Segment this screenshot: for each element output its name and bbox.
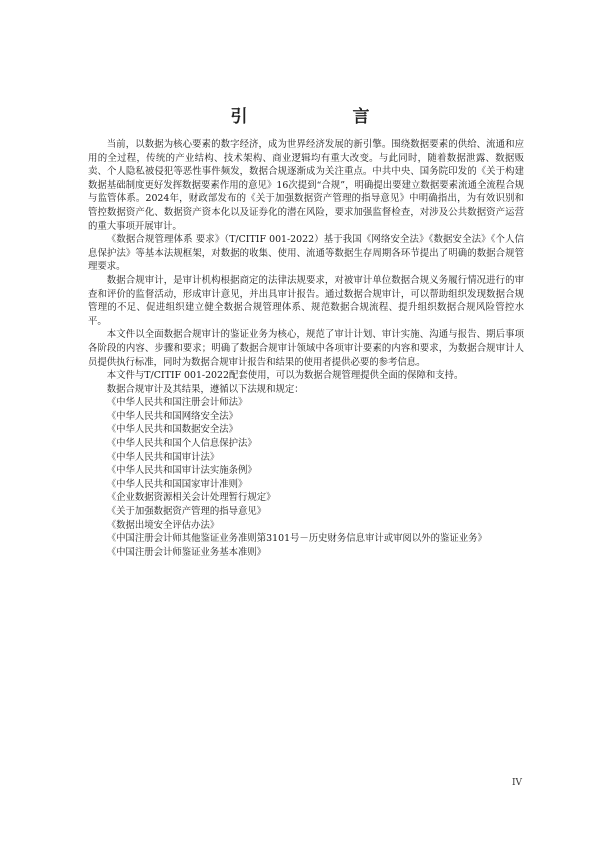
paragraph-usage: 本文件与T/CITIF 001-2022配套使用，可以为数据合规管理提供全面的保障和支持。 (106, 370, 464, 382)
reference-item: 《中华人民共和国注册会计师法》 (106, 397, 248, 409)
reference-item: 《中华人民共和国国家审计准则》 (106, 478, 248, 490)
reference-item: 《企业数据资源相关会计处理暂行规定》 (106, 492, 276, 504)
paragraph-definition: 数据合规审计，是审计机构根据商定的法律法规要求，对被审计单位数据合规义务履行情况进行的审查和评价的监督活动，形成审计意见，并出具审计报告。通过数据合规审计，可以帮助组织发现数据合规管理的不足、促进组织建立健全数据合规管理体系、规范数据合规流程、提升组织数据合规风险管控水平。 (88, 274, 524, 327)
paragraph-references-intro: 数据合规审计及其结果，遵循以下法规和规定： (106, 383, 304, 395)
reference-item: 《数据出境安全评估办法》 (106, 519, 220, 531)
page-number: IV (511, 778, 522, 788)
reference-item: 《关于加强数据资产管理的指导意见》 (106, 506, 267, 518)
paragraph-standard: 《数据合规管理体系 要求》（T/CITIF 001-2022）基于我国《网络安全法》《数据安全法》《个人信息保护法》等基本法规框架，对数据的收集、使用、流通等数据生存周期各环节提出了明确的数据合规管理要求。 (88, 234, 524, 273)
reference-item: 《中华人民共和国网络安全法》 (106, 410, 239, 422)
paragraph-intro: 当前，以数据为核心要素的数字经济，成为世界经济发展的新引擎。围绕数据要素的供给、流通和应用的全过程，传统的产业结构、技术架构、商业逻辑均有重大改变。与此同时，随着数据泄露、数据贩卖、个人隐私被侵犯等恶性事件频发，数据合规逐渐成为关注重点。中共中央、国务院印发的《关于构建数据基础制度更好发挥数据要素作用的意见》16次提到“合规”，明确提出要建立数据要素流通全流程合规与监管体系。2024年，财政部发布的《关于加强数据资产管理的指导意见》中明确指出，为有效识别和管控数据资产化、数据资产资本化以及证券化的潜在风险，要求加强监督检查，对涉及公共数据资产运营的重大事项开展审计。 (88, 139, 524, 232)
document-body (88, 138, 524, 559)
reference-list (88, 396, 524, 559)
reference-item: 《中国注册会计师鉴证业务基本准则》 (106, 546, 267, 558)
page-title: 引 言 (230, 107, 414, 127)
paragraph-scope: 本文件以全面数据合规审计的鉴证业务为核心，规范了审计计划、审计实施、沟通与报告、期后事项各阶段的内容、步骤和要求；明确了数据合规审计领域中各项审计要素的内容和要求，为数据合规审计人员提供执行标准，同时为数据合规审计报告和结果的使用者提供必要的参考信息。 (88, 329, 524, 368)
reference-item: 《中华人民共和国数据安全法》 (106, 424, 239, 436)
reference-item: 《中国注册会计师其他鉴证业务准则第3101号－历史财务信息审计或审阅以外的鉴证业务》 (106, 533, 487, 545)
reference-item: 《中华人民共和国个人信息保护法》 (106, 438, 257, 450)
reference-item: 《中华人民共和国审计法实施条例》 (106, 465, 257, 477)
reference-item: 《中华人民共和国审计法》 (106, 451, 220, 463)
